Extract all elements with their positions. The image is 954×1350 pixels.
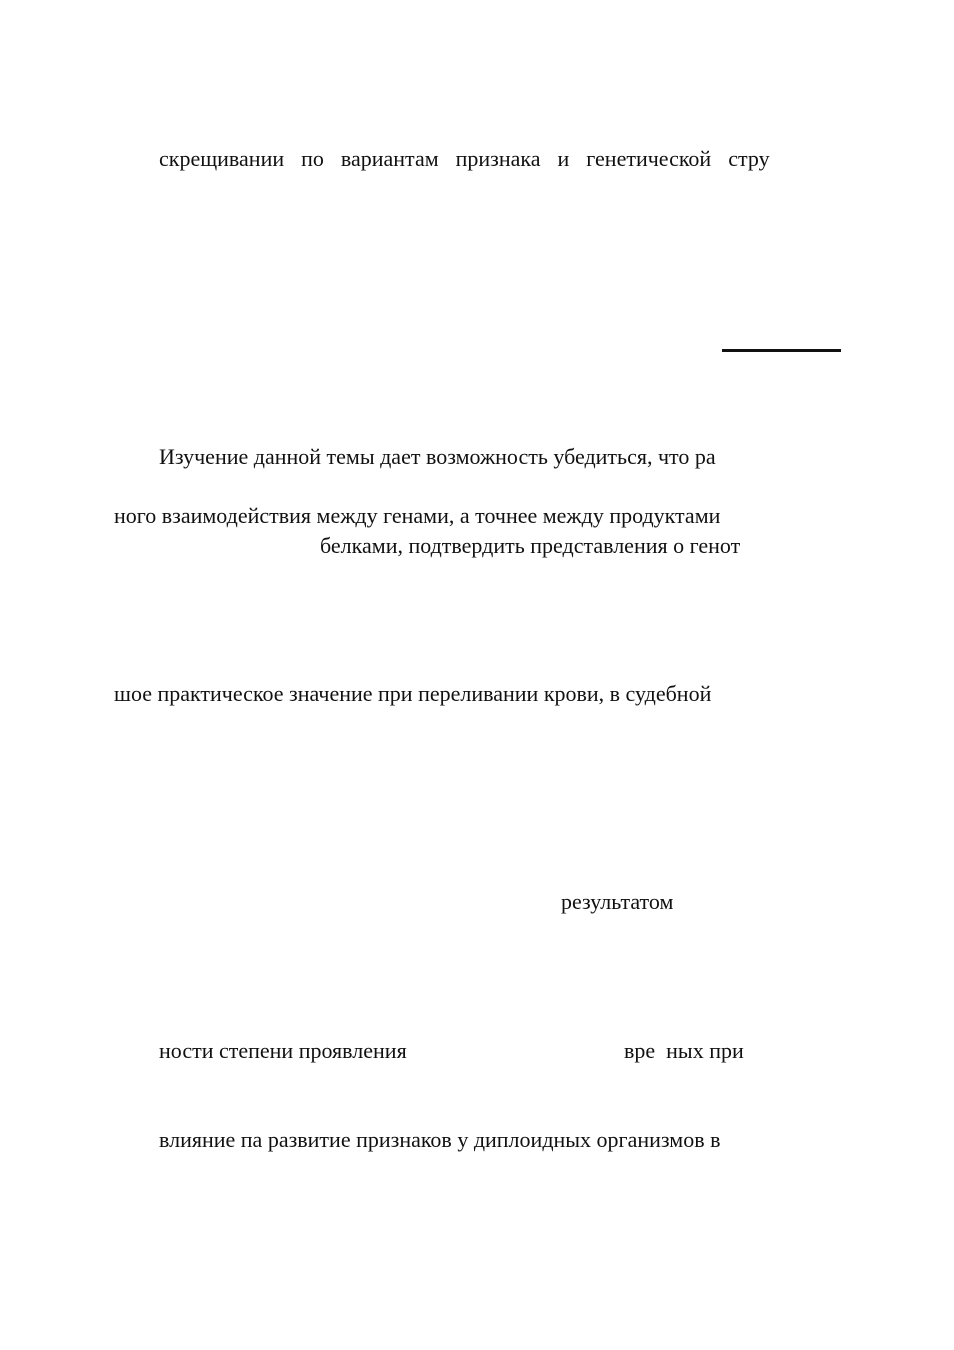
text-line-3: ного взаимодействия между генами, а точнее между продуктами [114, 503, 721, 528]
text-line-1: скрещивании по вариантам признака и генетической стру [159, 146, 770, 171]
horizontal-rule [722, 349, 841, 352]
text-line-5: шое практическое значение при переливании крови, в судебной [114, 681, 712, 706]
text-line-2: Изучение данной темы дает возможность убедиться, что ра [159, 444, 716, 469]
text-line-6: результатом [561, 889, 674, 914]
text-line-4: белками, подтвердить представления о генот [320, 533, 741, 558]
text-line-8: вре ных при [624, 1038, 744, 1063]
text-line-7: ности степени проявления [159, 1038, 407, 1063]
text-line-9: влияние па развитие признаков у диплоидных организмов в [159, 1127, 721, 1152]
